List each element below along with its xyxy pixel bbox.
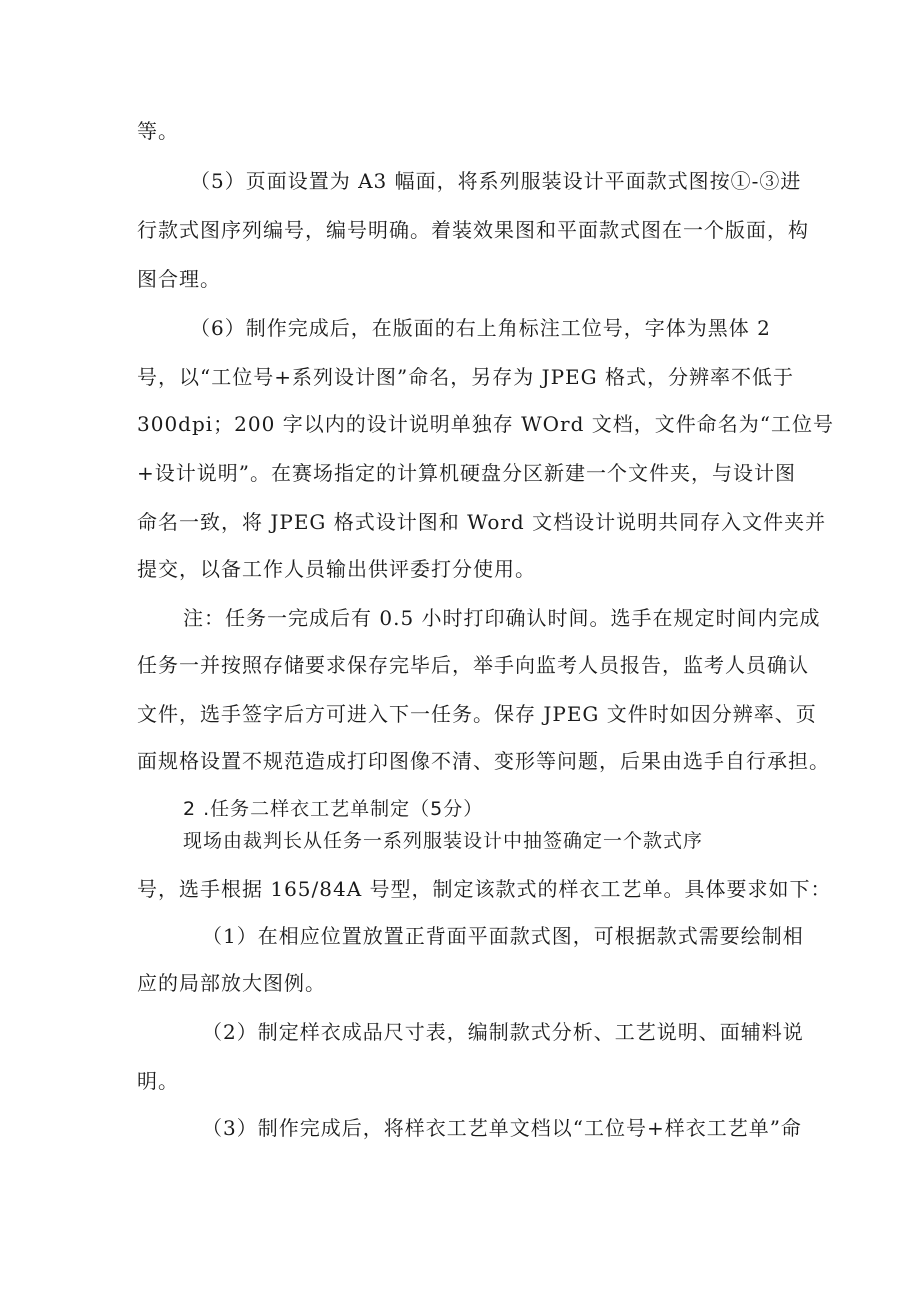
text-line: 现场由裁判长从任务一系列服装设计中抽签确定一个款式序 [183,830,704,852]
text-line: 明。 [137,1069,179,1093]
text-line: 号，以“工位号+系列设计图”命名，另存为 JPEG 格式，分辨率不低于 [137,365,794,389]
section-heading: 2 .任务二样衣工艺单制定（5分） [183,798,484,820]
text-line: 号，选手根据 165/84A 号型，制定该款式的样衣工艺单。具体要求如下： [137,877,832,901]
text-line: 命名一致，将 JPEG 格式设计图和 Word 文档设计说明共同存入文件夹并 [137,510,827,534]
text-line: 任务一并按照存储要求保存完毕后，举手向监考人员报告，监考人员确认 [137,653,809,677]
text-line: 300dpi；200 字以内的设计说明单独存 WOrd 文档，文件命名为“工位号 [137,412,834,436]
text-line: （5）页面设置为 A3 幅面，将系列服装设计平面款式图按①-③进 [190,169,802,193]
text-line: 图合理。 [137,267,221,291]
text-line: （2）制定样衣成品尺寸表，编制款式分析、工艺说明、面辅料说 [202,1020,804,1044]
text-line: （6）制作完成后，在版面的右上角标注工位号，字体为黑体 2 [190,316,771,340]
text-line: 文件，选手签字后方可进入下一任务。保存 JPEG 文件时如因分辨率、页 [137,702,817,726]
text-line: （3）制作完成后，将样衣工艺单文档以“工位号+样衣工艺单”命 [202,1116,802,1140]
text-line: 提交，以备工作人员输出供评委打分使用。 [137,557,536,581]
text-line: 应的局部放大图例。 [137,971,326,995]
text-line: 行款式图序列编号，编号明确。着装效果图和平面款式图在一个版面，构 [137,218,809,242]
text-line: 等。 [137,119,179,143]
text-line: +设计说明”。在赛场指定的计算机硬盘分区新建一个文件夹，与设计图 [137,461,796,485]
text-line: 面规格设置不规范造成打印图像不清、变形等问题，后果由选手自行承担。 [137,749,830,773]
text-line: 注：任务一完成后有 0.5 小时打印确认时间。选手在规定时间内完成 [183,606,821,630]
text-line: （1）在相应位置放置正背面平面款式图，可根据款式需要绘制相 [202,924,804,948]
